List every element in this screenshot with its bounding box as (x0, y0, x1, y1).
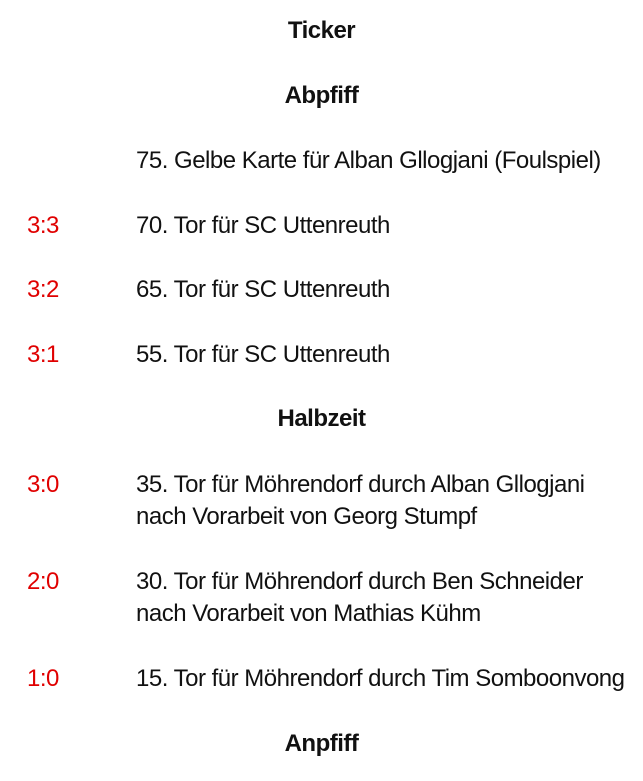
event-score: 1:0 (27, 665, 59, 692)
event-text (136, 566, 636, 630)
event-text-line: 35. Tor für Möhrendorf durch Alban Gllogjani (136, 471, 585, 498)
event-text-line: 70. Tor für SC Uttenreuth (136, 212, 390, 239)
event-text-line: 75. Gelbe Karte für Alban Gllogjani (Foulspiel) (136, 147, 601, 174)
section-anpfiff: Anpfiff (284, 730, 359, 757)
section-abpfiff: Abpfiff (284, 82, 359, 109)
event-score: 3:0 (27, 471, 59, 498)
event-text (136, 469, 636, 533)
event-text (136, 663, 636, 695)
event-text-line: 30. Tor für Möhrendorf durch Ben Schneider (136, 568, 583, 595)
event-text (136, 210, 636, 242)
event-text-line: nach Vorarbeit von Georg Stumpf (136, 503, 477, 530)
event-score: 3:3 (27, 212, 59, 239)
event-text-line: 55. Tor für SC Uttenreuth (136, 341, 390, 368)
event-text-line: nach Vorarbeit von Mathias Kühm (136, 600, 481, 627)
event-text-line: 15. Tor für Möhrendorf durch Tim Somboonvong (136, 665, 625, 692)
event-text (136, 145, 636, 177)
event-text-line: 65. Tor für SC Uttenreuth (136, 276, 390, 303)
event-score: 3:2 (27, 276, 59, 303)
event-text (136, 274, 636, 306)
event-text (136, 339, 636, 371)
ticker-title: Ticker (287, 17, 356, 44)
event-score: 2:0 (27, 568, 59, 595)
event-score: 3:1 (27, 341, 59, 368)
section-halbzeit: Halbzeit (277, 405, 366, 432)
